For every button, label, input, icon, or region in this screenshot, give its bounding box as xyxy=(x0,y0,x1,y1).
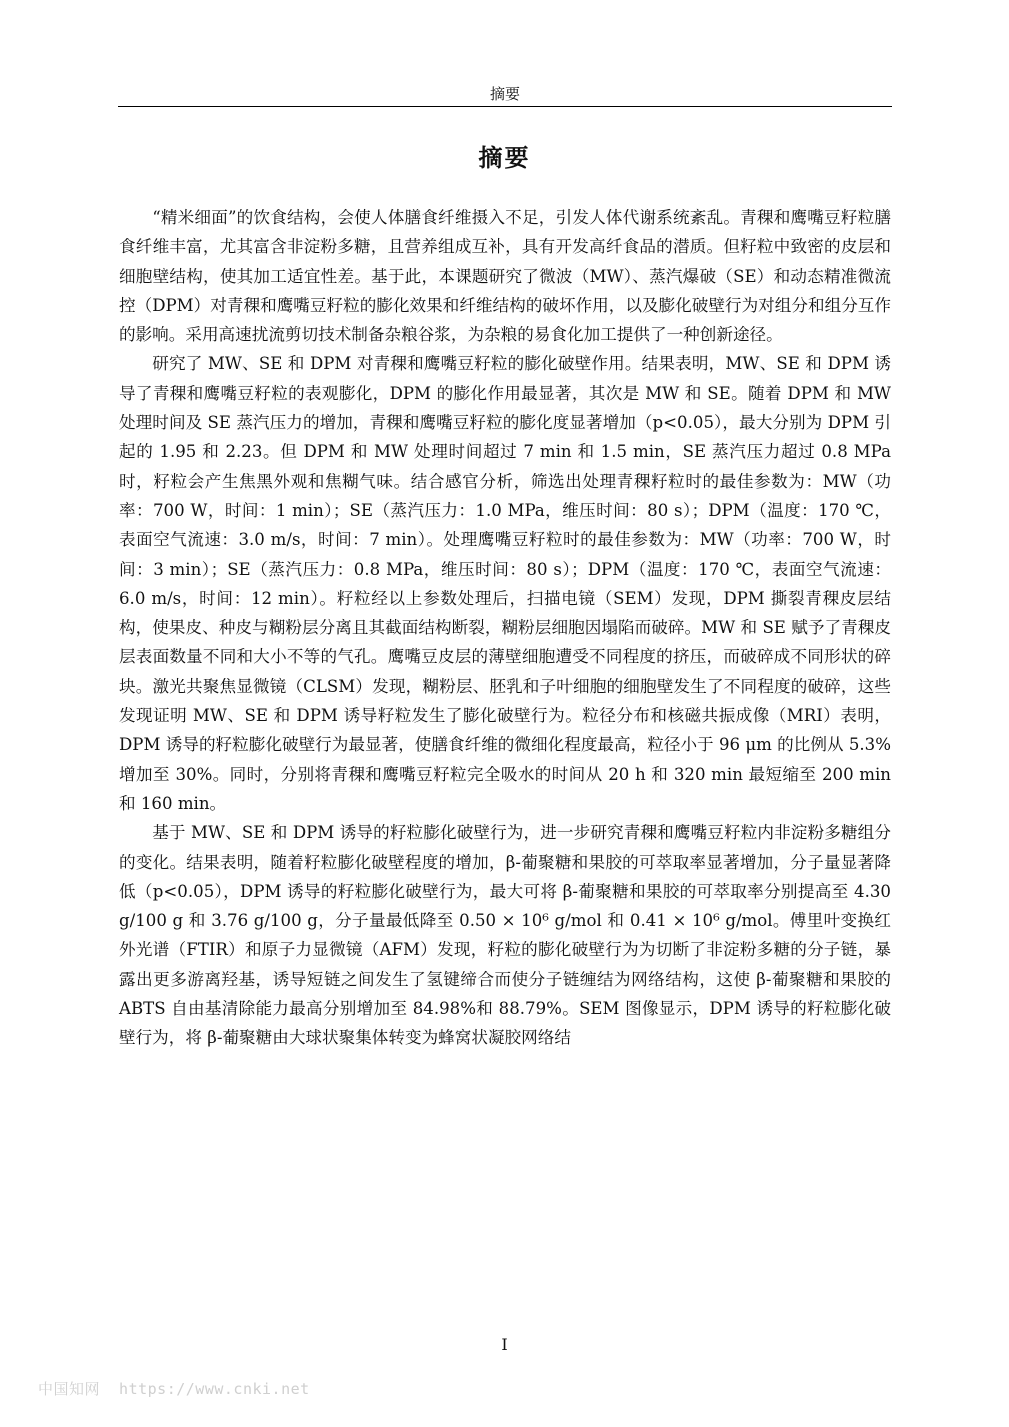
cnki-watermark: 中国知网 https://www.cnki.net xyxy=(38,1380,310,1398)
paragraph: “精米细面”的饮食结构，会使人体膳食纤维摄入不足，引发人体代谢系统紊乱。青稞和鹰嘴豆籽粒膳食纤维丰富，尤其富含非淀粉多糖，且营养组成互补，具有开发高纤食品的潜质。但籽粒中致密的皮层和细胞壁结构，使其加工适宜性差。基于此，本课题研究了微波（MW）、蒸汽爆破（SE）和动态精准微流控（DPM）对青稞和鹰嘴豆籽粒的膨化效果和纤维结构的破坏作用，以及膨化破壁行为对组分和组分互作的影响。采用高速扰流剪切技术制备杂粮谷浆，为杂粮的易食化加工提供了一种创新途径。 xyxy=(119,208,891,345)
paragraph: 研究了 MW、SE 和 DPM 对青稞和鹰嘴豆籽粒的膨化破壁作用。结果表明，MW、SE 和 DPM 诱导了青稞和鹰嘴豆籽粒的表观膨化，DPM 的膨化作用最显著，其次是 MW 和 SE。随着 DPM 和 MW 处理时间及 SE 蒸汽压力的增加，青稞和鹰嘴豆籽粒的膨化度显著增加（p<0.05），最大分别为 DPM 引起的 1.95 和 2.23。但 DPM 和 MW 处理时间超过 7 min 和 1.5 min，SE 蒸汽压力超过 0.8 MPa 时，籽粒会产生焦黑外观和焦糊气味。结合感官分析，筛选出处理青稞籽粒时的最佳参数为：MW（功率：700 W，时间：1 min）；SE（蒸汽压力：1.0 MPa，维压时间：80 s）；DPM（温度：170 ℃，表面空气流速：3.0 m/s，时间：7 min）。处理鹰嘴豆籽粒时的最佳参数为：MW（功率：700 W，时间：3 min）；SE（蒸汽压力：0.8 MPa，维压时间：80 s）；DPM（温度：170 ℃，表面空气流速：6.0 m/s，时间：12 min）。籽粒经以上参数处理后，扫描电镜（SEM）发现，DPM 撕裂青稞皮层结构，使果皮、种皮与糊粉层分离且其截面结构断裂，糊粉层细胞因塌陷而破碎。MW 和 SE 赋予了青稞皮层表面数量不同和大小不等的气孔。鹰嘴豆皮层的薄壁细胞遭受不同程度的挤压，而破碎成不同形状的碎块。激光共聚焦显微镜（CLSM）发现，糊粉层、胚乳和子叶细胞的细胞壁发生了不同程度的破碎，这些发现证明 MW、SE 和 DPM 诱导籽粒发生了膨化破壁行为。粒径分布和核磁共振成像（MRI）表明，DPM 诱导的籽粒膨化破壁行为最显著，使膳食纤维的微细化程度最高，粒径小于 96 μm 的比例从 5.3%增加至 30%。同时，分别将青稞和鹰嘴豆籽粒完全吸水的时间从 20 h 和 320 min 最短缩至 200 min 和 160 min。 xyxy=(119,354,891,813)
paragraph: 基于 MW、SE 和 DPM 诱导的籽粒膨化破壁行为，进一步研究青稞和鹰嘴豆籽粒内非淀粉多糖组分的变化。结果表明，随着籽粒膨化破壁程度的增加，β-葡聚糖和果胶的可萃取率显著增加，分子量显著降低（p<0.05），DPM 诱导的籽粒膨化破壁行为，最大可将 β-葡聚糖和果胶的可萃取率分别提高至 4.30 g/100 g 和 3.76 g/100 g，分子量最低降至 0.50 × 10⁶ g/mol 和 0.41 × 10⁶ g/mol。傅里叶变换红外光谱（FTIR）和原子力显微镜（AFM）发现，籽粒的膨化破壁行为为切断了非淀粉多糖的分子链，暴露出更多游离羟基，诱导短链之间发生了氢键缔合而使分子链缠结为网络结构，这使 β-葡聚糖和果胶的 ABTS 自由基清除能力最高分别增加至 84.98%和 88.79%。SEM 图像显示，DPM 诱导的籽粒膨化破壁行为，将 β-葡聚糖由大球状聚集体转变为蜂窝状凝胶网络结 xyxy=(119,823,891,1048)
page-number: I xyxy=(501,1335,508,1354)
abstract-body xyxy=(119,203,891,1053)
running-header: 摘要 xyxy=(489,85,520,103)
page-title: 摘要 xyxy=(478,143,531,172)
header-rule xyxy=(118,106,892,107)
